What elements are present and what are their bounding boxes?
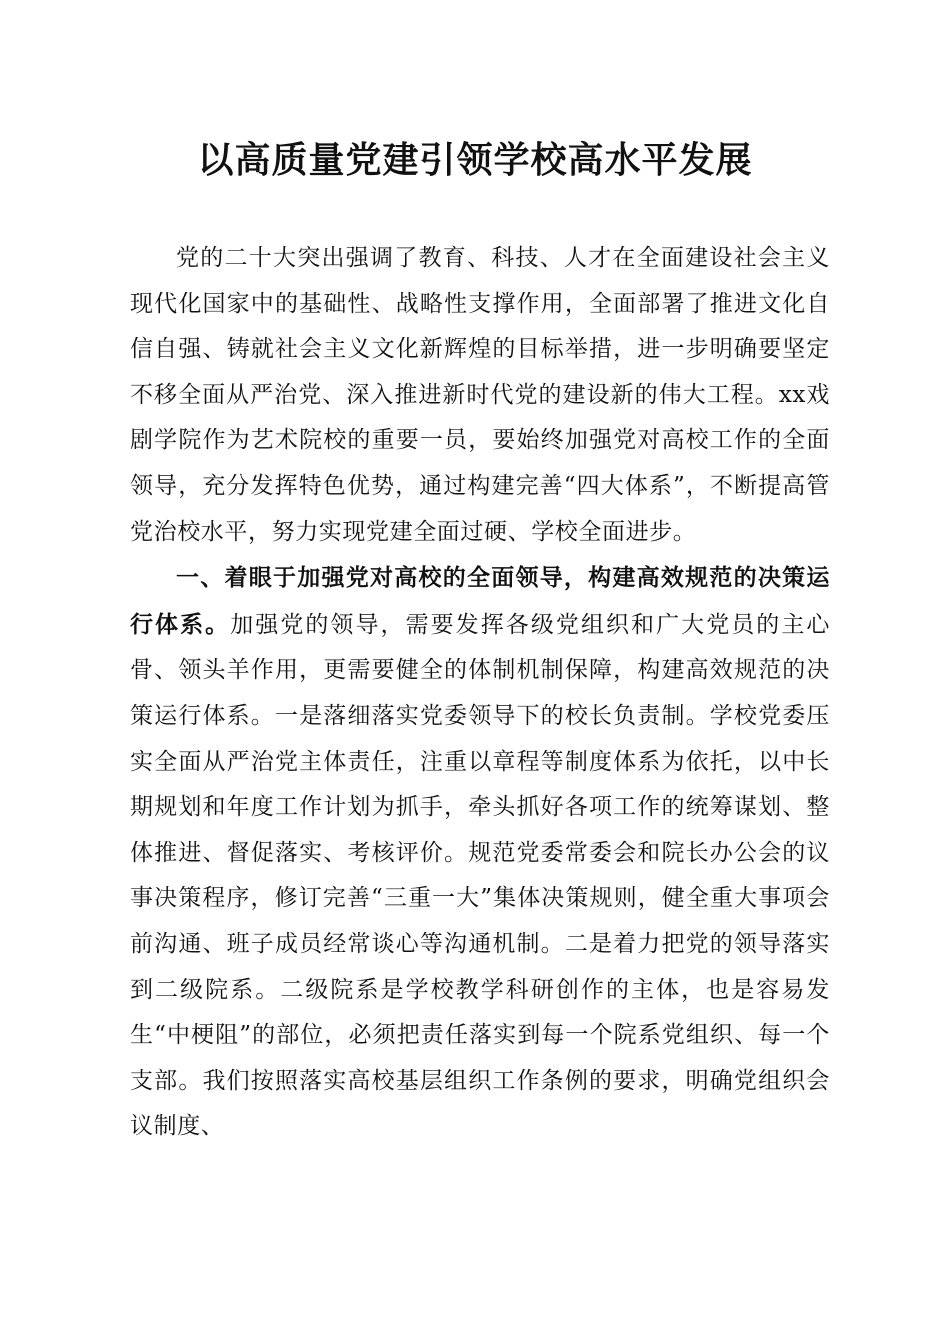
intro-paragraph: 党的二十大突出强调了教育、科技、人才在全面建设社会主义现代化国家中的基础性、战略性支撑作用，全面部署了推进文化自信自强、铸就社会主义文化新辉煌的目标举措，进一步明确要坚定不移全面从严治党、深入推进新时代党的建设新的伟大工程。xx戏剧学院作为艺术院校的重要一员，要始终加强党对高校工作的全面领导，充分发挥特色优势，通过构建完善“四大体系”，不断提高管党治校水平，努力实现党建全面过硬、学校全面进步。 [130,245,830,545]
section-1-body: 加强党的领导，需要发挥各级党组织和广大党员的主心骨、领头羊作用，更需要健全的体制机制保障，构建高效规范的决策运行体系。一是落细落实党委领导下的校长负责制。学校党委压实全面从严治党主体责任，注重以章程等制度体系为依托，以中长期规划和年度工作计划为抓手，牵头抓好各项工作的统筹谋划、整体推进、督促落实、考核评价。规范党委常委会和院长办公会的议事决策程序，修订完善“三重一大”集体决策规则，健全重大事项会前沟通、班子成员经常谈心等沟通机制。二是着力把党的领导落实到二级院系。二级院系是学校教学科研创作的主体，也是容易发生“中梗阻”的部位，必须把责任落实到每一个院系党组织、每一个支部。我们按照落实高校基层组织工作条例的要求，明确党组织会议制度、 [130,611,831,1140]
section-1-heading: 一、着眼于加强党对高校的全面领导，构建高效规范的决策运行体系。 [130,564,830,638]
document-title: 以高质量党建引领学校高水平发展 [197,139,753,181]
document-body [130,236,830,1150]
section-1-paragraph [130,555,830,1150]
